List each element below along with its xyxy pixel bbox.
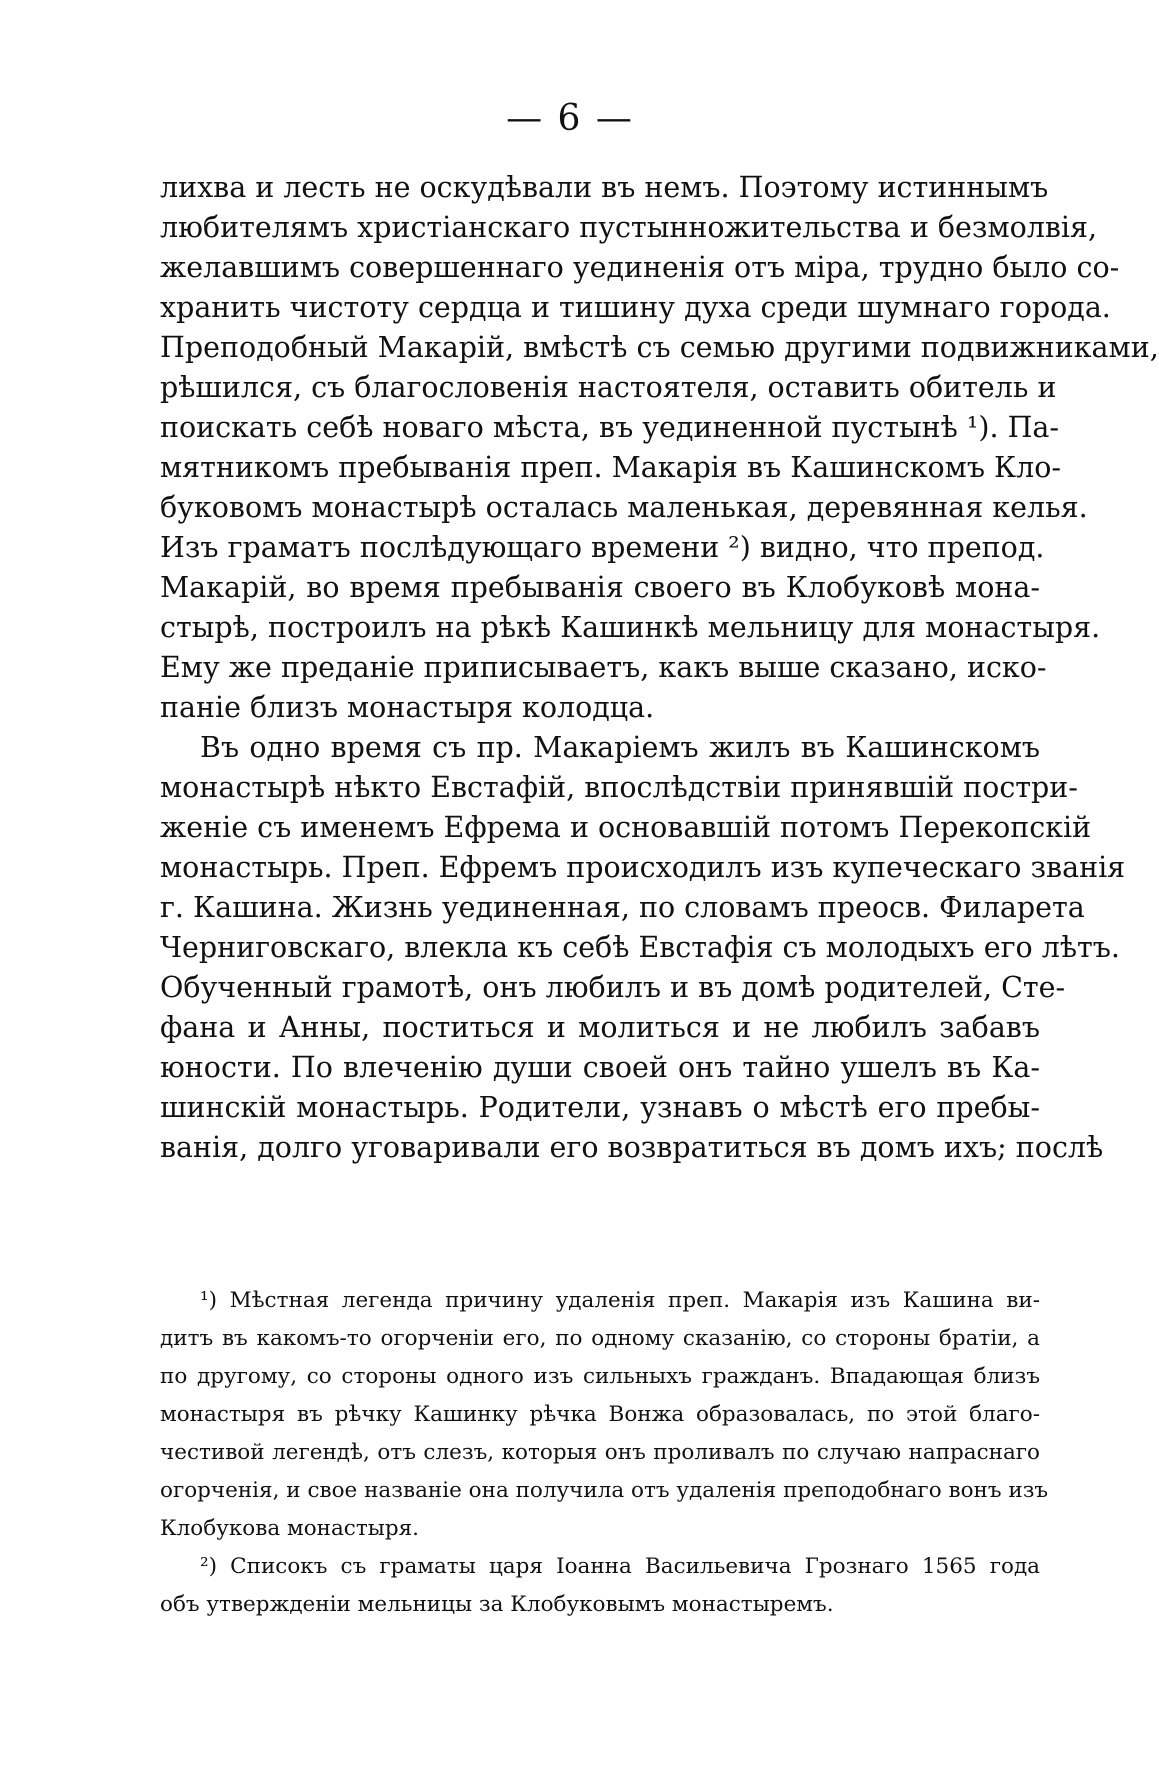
paragraph-start-line: Въ одно время съ пр. Макаріемъ жилъ въ Кашинскомъ [200, 731, 1040, 764]
text-line: буковомъ монастырѣ осталась маленькая, деревянная келья. [160, 491, 1088, 524]
text-line: мятникомъ пребыванія преп. Макарія въ Кашинскомъ Кло- [160, 451, 1061, 484]
text-line: лихва и лесть не оскудѣвали въ немъ. Поэтому истиннымъ [160, 171, 1049, 204]
text-line: юности. По влеченію души своей онъ тайно ушелъ въ Ка- [160, 1051, 1040, 1084]
text-line: монастырѣ нѣкто Евстафій, впослѣдствіи принявшій постри- [160, 771, 1078, 804]
text-line: стырѣ, построилъ на рѣкѣ Кашинкѣ мельницу для монастыря. [160, 611, 1101, 644]
page-number: — 6 — [506, 98, 634, 139]
footnote-line: дитъ въ какомъ-то огорченіи его, по одному сказанію, со стороны братіи, а [160, 1326, 1040, 1351]
text-line: Преподобный Макарій, вмѣстѣ съ семью другими подвижниками, [160, 331, 1159, 364]
main-text [160, 168, 1159, 1168]
text-line: паніе близъ монастыря колодца. [160, 691, 655, 724]
text-line: шинскій монастырь. Родители, узнавъ о мѣстѣ его пребы- [160, 1091, 1040, 1124]
text-line: любителямъ христіанскаго пустынножительства и безмолвія, [160, 211, 1098, 244]
text-line: Макарій, во время пребыванія своего въ Клобуковѣ мона- [160, 571, 1040, 604]
text-line: Ему же преданіе приписываетъ, какъ выше сказано, иско- [160, 651, 1047, 684]
text-line: рѣшился, съ благословенія настоятеля, оставить обитель и [160, 371, 1057, 404]
text-line: фана и Анны, поститься и молиться и не любилъ забавъ [160, 1011, 1040, 1044]
text-line: Изъ граматъ послѣдующаго времени ²) видно, что препод. [160, 531, 1045, 564]
footnote-line: ¹) Мѣстная легенда причину удаленія преп. Макарія изъ Кашина ви- [200, 1288, 1040, 1313]
footnote-line: ²) Списокъ съ граматы царя Іоанна Васильевича Грознаго 1565 года [200, 1554, 1040, 1579]
text-line: хранить чистоту сердца и тишину духа среди шумнаго города. [160, 291, 1111, 324]
footnote-line: честивой легендѣ, отъ слезъ, которыя онъ проливалъ по случаю напраснаго [160, 1440, 1040, 1465]
footnotes [160, 1282, 1049, 1624]
text-line: желавшимъ совершеннаго уединенія отъ міра, трудно было со- [160, 251, 1120, 284]
text-line: монастырь. Преп. Ефремъ происходилъ изъ купеческаго званія [160, 851, 1126, 884]
text-line: г. Кашина. Жизнь уединенная, по словамъ преосв. Филарета [160, 891, 1085, 924]
text-line: Черниговскаго, влекла къ себѣ Евстафія съ молодыхъ его лѣтъ. [160, 931, 1120, 964]
text-line: женіе съ именемъ Ефрема и основавшій потомъ Перекопскій [160, 811, 1092, 844]
text-line: ванія, долго уговаривали его возвратиться въ домъ ихъ; послѣ [160, 1131, 1104, 1164]
text-line: поискать себѣ новаго мѣста, въ уединенной пустынѣ ¹). Па- [160, 411, 1060, 444]
footnote-line: Клобукова монастыря. [160, 1516, 419, 1541]
footnote-line: по другому, со стороны одного изъ сильныхъ гражданъ. Впадающая близъ [160, 1364, 1040, 1389]
footnote-line: огорченія, и свое названіе она получила отъ удаленія преподобнаго вонъ изъ [160, 1478, 1049, 1503]
footnote-line: объ утвержденіи мельницы за Клобуковымъ монастыремъ. [160, 1592, 834, 1617]
footnote-line: монастыря въ рѣчку Кашинку рѣчка Вонжа образовалась, по этой благо- [160, 1402, 1040, 1427]
text-line: Обученный грамотѣ, онъ любилъ и въ домѣ родителей, Сте- [160, 971, 1066, 1004]
